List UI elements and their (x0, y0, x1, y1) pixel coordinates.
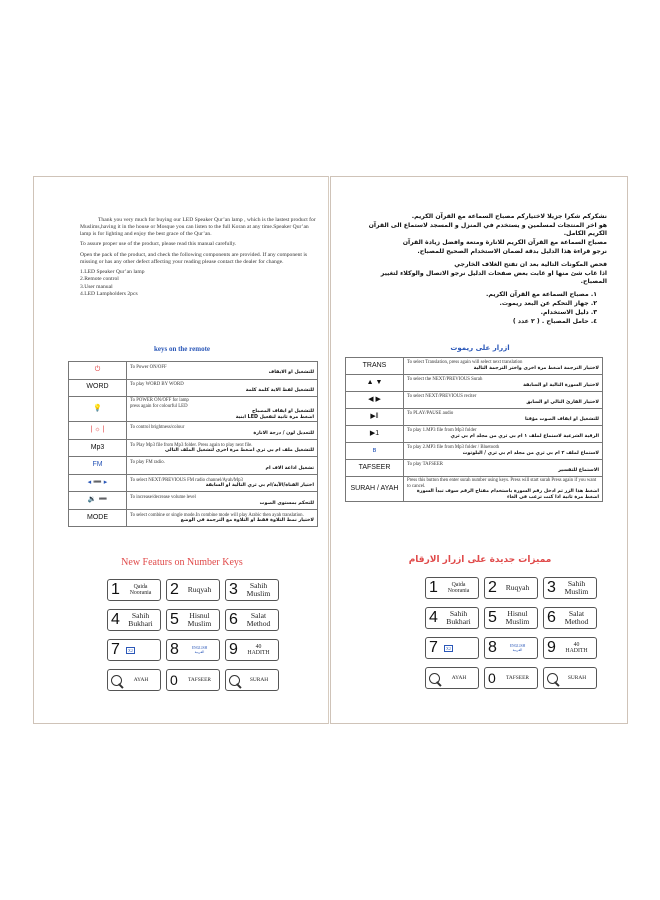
number-key (484, 577, 538, 599)
key-cell (69, 439, 127, 457)
key-symbol: 🔉 ➖ (87, 496, 108, 504)
key-cell (69, 362, 127, 380)
key-label: Sahih Bukhari (128, 611, 153, 628)
number-key (425, 577, 479, 599)
intro-paragraph: هو اخر المنتجات لمسلمين و يستخدم في المنزل و المسجد لاستماع الى القرآن الكريم الكامل. (368, 222, 607, 237)
table-row (69, 422, 318, 440)
description-ar: للتشغيل او ايقاف الصوت مؤقتا (524, 417, 599, 422)
key-symbol: ▲ ▼ (366, 378, 383, 386)
key-label: X2 (446, 645, 451, 651)
key-cell (69, 492, 127, 510)
key-label: AYAH (451, 675, 467, 681)
description-ar: الرقية الشرعية لاستماع لملف ١ ام بي ثري من مجلد ام بي ثري (450, 434, 599, 439)
description-cell (127, 492, 318, 510)
number-key (166, 579, 220, 601)
magnifier-icon (111, 675, 122, 686)
description-en: To select NEXT/PREVIOUS FM radio channel/Ayah/Mp3 (130, 477, 243, 483)
description-en: To select the NEXT/PREVIOUS Surah (407, 377, 483, 383)
intro-paragraph: To assure proper use of the product, please read this manual carefully. (80, 240, 237, 247)
description-ar: للتشغيل او الايقاف (268, 370, 314, 376)
description-cell (404, 375, 603, 392)
description-ar: تشغيل اذاعة الاف ام (265, 465, 314, 471)
key-number: 8 (170, 641, 179, 658)
key-symbol: ◂ ➖ ▸ (87, 478, 108, 486)
key-label: TAFSEER (188, 677, 211, 683)
key-cell (346, 443, 404, 460)
description-cell (404, 477, 603, 502)
key-cell (346, 358, 404, 375)
table-row (69, 457, 318, 475)
description-en: To increase/decrease volume level (130, 495, 196, 501)
list-item: ٣. دليل الاستخدام. (540, 309, 597, 316)
description-cell (404, 426, 603, 443)
key-label: Sahih Muslim (246, 581, 271, 598)
description-ar: للتعديل لون / درجة الانارة (253, 430, 314, 436)
key-label: Qaida Noorania (447, 582, 470, 594)
number-keys-grid (107, 579, 279, 691)
key-label: Hisnul Muslim (505, 609, 530, 626)
key-symbol: | ☼ | (90, 426, 105, 434)
description-en: To play FM radio. (130, 460, 165, 466)
description-en: To play TAFSEER (407, 462, 443, 468)
key-label: SURAH (567, 675, 587, 681)
intro-paragraph: نشكركم شكرا جزيلا لاختياركم مصباح السماعة مع القرآن الكريم. (411, 213, 607, 220)
key-symbol: ⏻ (94, 365, 101, 373)
number-key (484, 607, 538, 629)
description-en: To PLAY/PAUSE audio (407, 411, 454, 417)
number-key (225, 669, 279, 691)
table-row (346, 477, 603, 502)
description-en: To POWER ON/OFF for lamp press again for colourful LED (130, 398, 189, 409)
list-item: 2.Remote control (80, 276, 119, 283)
key-cell (346, 375, 404, 392)
keys-heading: ازرار على ريموت (450, 344, 510, 352)
key-symbol: ʙ (372, 446, 377, 454)
number-key (166, 669, 220, 691)
number-key (107, 639, 161, 661)
description-en: To select combine or single mode.In combine mode will play Arabic then ayah translation. (130, 512, 304, 518)
table-row (346, 443, 603, 460)
key-label: ENGLISH العربية (191, 645, 208, 654)
description-ar: اختيار القناة/الآية/ام بي ثري التالية او السابقة (205, 483, 314, 489)
number-key (484, 667, 538, 689)
number-key (107, 669, 161, 691)
description-en: To select NEXT/PREVIOUS reciter (407, 394, 477, 400)
description-ar: للتحكم بمستوى الصوت (259, 500, 314, 506)
key-number: 5 (488, 609, 497, 626)
description-cell (404, 392, 603, 409)
intro-paragraph: اذا غاب شئ منها او غابت بعض صفحات الدليل نرجو الاتصال والوكلاء لتغيير المصباح. (380, 270, 607, 285)
key-number: 7 (111, 641, 120, 658)
key-cell (69, 379, 127, 397)
number-key (225, 579, 279, 601)
description-en: To control brightness/colour (130, 425, 185, 431)
key-label: Salat Method (564, 609, 589, 626)
key-number: 9 (547, 639, 556, 656)
description-cell (404, 409, 603, 426)
description-ar: لاستماع لملف ٢ ام بي ثري من مجلد ام بي ثري / البلوتوث (462, 451, 599, 456)
key-label: 40 HADITH (565, 642, 588, 654)
key-cell (346, 409, 404, 426)
description-ar: لاختيار القارئ التالي او السابق (526, 400, 599, 405)
intro-paragraph: فحص المكونات التالية بعد ان تفتح الغلاف الخارجي (454, 261, 607, 268)
key-symbol: ◀ ▶ (368, 395, 381, 403)
number-key (484, 637, 538, 659)
description-cell (404, 460, 603, 477)
key-number: 3 (547, 579, 556, 596)
key-cell (69, 422, 127, 440)
keys-heading: keys on the remote (153, 345, 211, 353)
description-en: To select Translation, press again will select next translation (407, 360, 523, 366)
intro-text-arabic (367, 213, 607, 327)
key-label: AYAH (133, 677, 149, 683)
key-cell (69, 509, 127, 527)
description-en: To Power ON/OFF (130, 364, 167, 370)
key-number: 2 (170, 581, 179, 598)
key-cell (69, 474, 127, 492)
key-number: 4 (429, 609, 438, 626)
list-item: 3.User manual (80, 283, 113, 290)
description-cell (127, 457, 318, 475)
key-label: Qaida Noorania (129, 584, 152, 596)
key-label: ENGLISH العربية (509, 643, 526, 652)
key-label: SURAH (249, 677, 269, 683)
key-number: 8 (488, 639, 497, 656)
key-number: 6 (547, 609, 556, 626)
key-label: Ruqyah (505, 583, 530, 593)
key-symbol: TRANS (362, 361, 387, 369)
table-row (346, 426, 603, 443)
key-label: TAFSEER (506, 675, 529, 681)
magnifier-icon (429, 673, 440, 684)
table-row (346, 358, 603, 375)
list-item: ٤. حامل المصباح . ( ٢ عدد ) (512, 318, 597, 325)
number-key (107, 609, 161, 631)
arabic-page (330, 176, 628, 724)
description-ar: لاختيار الترجمة اضغط مرة اخرى واختر الترجمة التالية (473, 366, 599, 371)
intro-paragraph: نرجو قراءة هذا الدليل بدقة لضمان الاستخدام الصحيح للمصباح. (417, 248, 607, 255)
number-keys-grid (425, 577, 597, 689)
list-item: 4.LED Lampholders 2pcs (80, 290, 138, 297)
magnifier-icon (229, 675, 240, 686)
key-label: X2 (128, 647, 133, 653)
number-key (425, 637, 479, 659)
table-row (69, 439, 318, 457)
number-key (543, 667, 597, 689)
intro-paragraph: Thank you very much for buying our LED Speaker Qur’an lamp , which is the lastest product for Muslims,having it in the house or Mosque you can listen to the full Koran at any time.Speaker Qur’an lamp is for lighting and enjoy the best grace of the Qur’an. (80, 217, 316, 238)
list-item: ٢. جهاز التحكم عن البعد ريموت. (499, 300, 597, 307)
key-cell (346, 392, 404, 409)
table-row (69, 492, 318, 510)
intro-text (80, 217, 316, 298)
key-symbol: SURAH / AYAH (350, 484, 399, 492)
key-label: 40 HADITH (247, 644, 270, 656)
key-symbol: Mp3 (90, 443, 105, 451)
description-ar: لاختيار نمط التلاوة فقط او التلاوة مع الترجمة في الوضع (180, 518, 314, 524)
description-cell (404, 358, 603, 375)
number-key (543, 577, 597, 599)
list-item: ١. مصباح السماعة مع القرآن الكريم. (486, 291, 597, 298)
key-number: 3 (229, 581, 238, 598)
key-number: 1 (111, 581, 120, 598)
table-row (69, 362, 318, 380)
number-key (425, 667, 479, 689)
description-cell (127, 439, 318, 457)
description-en: To play 1.MP3 file from Mp3 folder (407, 428, 477, 434)
key-number: 0 (488, 670, 496, 686)
description-cell (127, 362, 318, 380)
key-label: Sahih Bukhari (446, 609, 471, 626)
description-ar: للتشغيل او ايقاف المصباح اضغط مرة ثانية لتفعيل LED ابنية (235, 409, 314, 420)
table-row (346, 460, 603, 477)
table-row (69, 474, 318, 492)
key-label: Hisnul Muslim (187, 611, 212, 628)
key-number: 0 (170, 672, 178, 688)
table-row (346, 409, 603, 426)
remote-keys-table (68, 361, 318, 527)
key-number: 2 (488, 579, 497, 596)
number-keys-heading: مميزات جديدة على ازرار الارقام (408, 555, 552, 565)
number-key (225, 639, 279, 661)
remote-keys-table (345, 357, 603, 502)
number-key (543, 637, 597, 659)
component-list (80, 269, 316, 298)
key-cell (346, 426, 404, 443)
key-cell (346, 477, 404, 502)
key-label: Salat Method (246, 611, 271, 628)
english-page (33, 176, 329, 724)
key-symbol: WORD (86, 383, 109, 391)
key-number: 6 (229, 611, 238, 628)
description-ar: لاختيار السورة التالية او السابقة (523, 383, 599, 388)
intro-paragraph: مصباح السماعة مع القرآن الكريم للانارة ومتعة وافضل زيادة القرآن (402, 239, 607, 246)
key-label: Ruqyah (187, 585, 212, 595)
key-number: 5 (170, 611, 179, 628)
key-label: Sahih Muslim (564, 579, 589, 596)
table-row (69, 379, 318, 397)
key-cell (69, 397, 127, 422)
description-en: To play 2.MP3 file from Mp3 folder / Bluetooth (407, 445, 500, 451)
intro-paragraph: Open the pack of the product, and check the following components are provided. If any component is missing or has any other defect affecting your reading please contact the dealer for change. (80, 251, 308, 266)
key-cell (69, 457, 127, 475)
key-symbol: TAFSEER (358, 463, 391, 471)
key-number: 1 (429, 579, 438, 596)
description-ar: اضغط هذا الزر ثم ادخل رقم السورة باستخدام مفتاح الرقم سوف تبدأ السورة اضغط مرة ثانية اذا كنت ترغب في الغاء (416, 489, 599, 500)
table-row (346, 392, 603, 409)
description-en: To play WORD BY WORD (130, 382, 184, 388)
description-ar: للتشغيل لفظ الاية كلمة كلمة (245, 387, 314, 393)
table-row (69, 397, 318, 422)
description-cell (127, 509, 318, 527)
description-en: To Play Mp3 file from Mp3 folder. Press again to play next file. (130, 442, 253, 448)
description-cell (127, 422, 318, 440)
magnifier-icon (547, 673, 558, 684)
key-cell (346, 460, 404, 477)
description-cell (127, 474, 318, 492)
key-number: 7 (429, 639, 438, 656)
description-en: Press this button then enter surah number using keys. Press will start surah Press again if you want to cancel. (407, 478, 597, 489)
key-number: 4 (111, 611, 120, 628)
description-ar: الاستماع للتفسير (558, 468, 599, 473)
number-key (225, 609, 279, 631)
number-key (107, 579, 161, 601)
number-key (166, 639, 220, 661)
key-symbol: 💡 (93, 404, 102, 412)
key-symbol: MODE (87, 513, 108, 521)
number-key (543, 607, 597, 629)
key-symbol: ▶1 (369, 429, 380, 437)
description-cell (127, 397, 318, 422)
description-cell (404, 443, 603, 460)
table-row (346, 375, 603, 392)
number-key (425, 607, 479, 629)
key-symbol: ▶‖ (370, 412, 379, 420)
description-cell (127, 379, 318, 397)
list-item: 1.LED Speaker Qur’an lamp (80, 269, 145, 276)
key-number: 9 (229, 641, 238, 658)
number-key (166, 609, 220, 631)
number-keys-heading: New Featurs on Number Keys (121, 557, 243, 568)
key-symbol: FM (92, 461, 103, 469)
description-ar: للتشغيل ملف ام بي ثري اضغط مرة اخرى لتشغيل الملف التالي (164, 448, 314, 454)
table-row (69, 509, 318, 527)
